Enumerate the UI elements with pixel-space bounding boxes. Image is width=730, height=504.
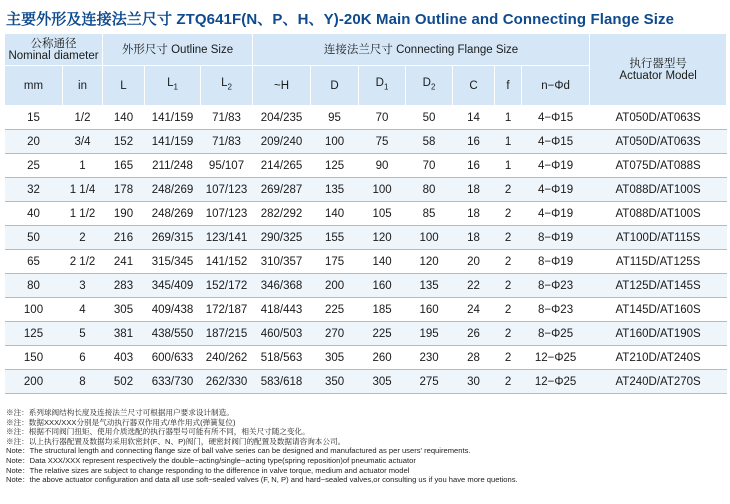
cell-mm: 65 (5, 250, 63, 274)
table-row (5, 274, 727, 298)
col-nd: n−Φd (522, 66, 590, 106)
cell-nd: 8−Φ19 (522, 250, 590, 274)
cell-L2: 172/187 (201, 298, 253, 322)
cell-nd: 4−Φ15 (522, 106, 590, 130)
cell-H: 214/265 (253, 154, 311, 178)
cell-D: 140 (311, 202, 359, 226)
cell-L: 381 (103, 322, 145, 346)
table-row (5, 178, 727, 202)
cell-L2: 71/83 (201, 106, 253, 130)
cell-D: 225 (311, 298, 359, 322)
cell-D: 270 (311, 322, 359, 346)
cell-L2: 107/123 (201, 202, 253, 226)
cell-f: 1 (495, 106, 522, 130)
cell-D: 350 (311, 370, 359, 394)
col-D: D (311, 66, 359, 106)
cell-D1: 140 (359, 250, 406, 274)
col-in: in (63, 66, 103, 106)
cell-f: 2 (495, 178, 522, 202)
cell-mm: 15 (5, 106, 63, 130)
note-line: ※注：以上执行器配置及数据均采用软密封(F、N、P)阀门，硬密封阀门的配置及数据请咨询本公司。 (6, 436, 346, 446)
cell-L1: 315/345 (145, 250, 201, 274)
cell-D: 135 (311, 178, 359, 202)
cell-L1: 141/159 (145, 106, 201, 130)
cell-L: 178 (103, 178, 145, 202)
dimension-table (4, 33, 727, 394)
cell-L2: 123/141 (201, 226, 253, 250)
col-D1: $D_1$ (359, 66, 406, 106)
cell-D2: 80 (406, 178, 453, 202)
cell-L1: 345/409 (145, 274, 201, 298)
cell-C: 16 (453, 154, 495, 178)
cell-D: 155 (311, 226, 359, 250)
cell-D2: 85 (406, 202, 453, 226)
cell-L1: 141/159 (145, 130, 201, 154)
cell-D: 200 (311, 274, 359, 298)
cell-L1: 248/269 (145, 178, 201, 202)
cell-D1: 70 (359, 106, 406, 130)
cell-in: 1 1/4 (63, 178, 103, 202)
cell-L2: 152/172 (201, 274, 253, 298)
note-line: Note：the above actuator configuration and data all use soft−sealed valves (F, N, P) and hard−sealed valves,or consulting us if you have more quetions. (6, 475, 518, 485)
cell-f: 2 (495, 202, 522, 226)
cell-in: 1 (63, 154, 103, 178)
cell-C: 18 (453, 202, 495, 226)
cell-nd: 8−Φ25 (522, 322, 590, 346)
actuator-model-en: Actuator Model (619, 69, 697, 82)
cell-D: 125 (311, 154, 359, 178)
cell-H: 310/357 (253, 250, 311, 274)
cell-C: 26 (453, 322, 495, 346)
cell-C: 14 (453, 106, 495, 130)
table-body (5, 106, 727, 394)
notes-section (6, 408, 726, 485)
cell-act: AT125D/AT145S (590, 274, 727, 298)
cell-act: AT075D/AT088S (590, 154, 727, 178)
cell-L1: 438/550 (145, 322, 201, 346)
cell-L: 190 (103, 202, 145, 226)
cell-D2: 70 (406, 154, 453, 178)
col-L: L (103, 66, 145, 106)
cell-L2: 141/152 (201, 250, 253, 274)
cell-f: 1 (495, 154, 522, 178)
cell-act: AT145D/AT160S (590, 298, 727, 322)
cell-nd: 4−Φ15 (522, 130, 590, 154)
cell-mm: 40 (5, 202, 63, 226)
cell-C: 16 (453, 130, 495, 154)
cell-in: 1 1/2 (63, 202, 103, 226)
cell-D2: 50 (406, 106, 453, 130)
cell-L: 403 (103, 346, 145, 370)
cell-D1: 185 (359, 298, 406, 322)
table-row (5, 370, 727, 394)
cell-f: 2 (495, 298, 522, 322)
cell-f: 2 (495, 226, 522, 250)
note-line: Note：Data XXX/XXX represent respectively the double−acting/single−acting type(spring reposition)of pneumatic actuator (6, 455, 416, 465)
cell-nd: 4−Φ19 (522, 178, 590, 202)
cell-act: AT115D/AT125S (590, 250, 727, 274)
cell-L: 165 (103, 154, 145, 178)
cell-H: 460/503 (253, 322, 311, 346)
cell-H: 209/240 (253, 130, 311, 154)
cell-H: 290/325 (253, 226, 311, 250)
cell-nd: 8−Φ23 (522, 298, 590, 322)
cell-L: 216 (103, 226, 145, 250)
note-line: ※注：系列球阀结构长度及连接法兰尺寸可根据用户要求设计制造。 (6, 408, 234, 417)
table-row (5, 298, 727, 322)
cell-mm: 100 (5, 298, 63, 322)
table-row (5, 130, 727, 154)
cell-L1: 248/269 (145, 202, 201, 226)
nominal-diameter-en: Nominal diameter (8, 49, 99, 62)
page-title: 主要外形及连接法兰尺寸 ZTQ641F(N、P、H、Y)-20K Main Outline and Connecting Flange Size (6, 11, 675, 28)
table-row (5, 322, 727, 346)
cell-in: 3 (63, 274, 103, 298)
cell-nd: 8−Φ23 (522, 274, 590, 298)
col-H: ~H (253, 66, 311, 106)
cell-in: 1/2 (63, 106, 103, 130)
cell-in: 6 (63, 346, 103, 370)
cell-C: 22 (453, 274, 495, 298)
cell-f: 2 (495, 346, 522, 370)
note-line: Note：The structural length and connecting flange size of ball valve series can be designed and manufactured as per users' requirements. (6, 446, 471, 456)
cell-mm: 125 (5, 322, 63, 346)
cell-D1: 260 (359, 346, 406, 370)
cell-C: 18 (453, 178, 495, 202)
cell-L1: 269/315 (145, 226, 201, 250)
cell-H: 518/563 (253, 346, 311, 370)
cell-D1: 120 (359, 226, 406, 250)
cell-D1: 90 (359, 154, 406, 178)
cell-D: 305 (311, 346, 359, 370)
cell-L2: 71/83 (201, 130, 253, 154)
cell-mm: 20 (5, 130, 63, 154)
cell-nd: 4−Φ19 (522, 202, 590, 226)
col-L2: $L_2$ (201, 66, 253, 106)
cell-C: 18 (453, 226, 495, 250)
cell-mm: 200 (5, 370, 63, 394)
connecting-flange-header: 连接法兰尺寸 Connecting Flange Size (253, 34, 590, 66)
cell-act: AT050D/AT063S (590, 106, 727, 130)
cell-C: 30 (453, 370, 495, 394)
cell-L1: 409/438 (145, 298, 201, 322)
cell-f: 2 (495, 250, 522, 274)
cell-L: 152 (103, 130, 145, 154)
cell-D2: 100 (406, 226, 453, 250)
cell-H: 346/368 (253, 274, 311, 298)
cell-f: 1 (495, 130, 522, 154)
cell-L: 305 (103, 298, 145, 322)
cell-D1: 305 (359, 370, 406, 394)
nominal-diameter-cn: 公称通径 (30, 37, 77, 50)
cell-nd: 12−Φ25 (522, 346, 590, 370)
cell-C: 20 (453, 250, 495, 274)
cell-D: 95 (311, 106, 359, 130)
actuator-model-header (590, 34, 727, 106)
cell-L1: 600/633 (145, 346, 201, 370)
nominal-diameter-header (5, 34, 103, 66)
cell-L: 502 (103, 370, 145, 394)
cell-L2: 240/262 (201, 346, 253, 370)
cell-L: 283 (103, 274, 145, 298)
cell-in: 2 1/2 (63, 250, 103, 274)
cell-in: 5 (63, 322, 103, 346)
cell-D2: 120 (406, 250, 453, 274)
cell-H: 204/235 (253, 106, 311, 130)
cell-L1: 211/248 (145, 154, 201, 178)
cell-D: 100 (311, 130, 359, 154)
cell-D1: 160 (359, 274, 406, 298)
table-row (5, 346, 727, 370)
note-line: Note：The relative sizes are subject to change responding to the difference in valve torque, medium and actuator model (6, 465, 410, 475)
cell-L2: 262/330 (201, 370, 253, 394)
cell-L: 241 (103, 250, 145, 274)
cell-in: 3/4 (63, 130, 103, 154)
cell-nd: 4−Φ19 (522, 154, 590, 178)
col-L1: $L_1$ (145, 66, 201, 106)
table-row (5, 250, 727, 274)
col-f: f (495, 66, 522, 106)
cell-mm: 25 (5, 154, 63, 178)
cell-nd: 8−Φ19 (522, 226, 590, 250)
cell-L2: 107/123 (201, 178, 253, 202)
cell-D1: 225 (359, 322, 406, 346)
outline-size-header: 外形尺寸 Outline Size (103, 34, 253, 66)
cell-D2: 160 (406, 298, 453, 322)
cell-C: 28 (453, 346, 495, 370)
cell-in: 2 (63, 226, 103, 250)
table-row (5, 154, 727, 178)
table-row (5, 226, 727, 250)
col-D2: $D_2$ (406, 66, 453, 106)
cell-H: 583/618 (253, 370, 311, 394)
cell-H: 269/287 (253, 178, 311, 202)
cell-D: 175 (311, 250, 359, 274)
col-C: C (453, 66, 495, 106)
cell-act: AT050D/AT063S (590, 130, 727, 154)
cell-f: 2 (495, 274, 522, 298)
cell-D1: 100 (359, 178, 406, 202)
note-line: ※注：根据不同阀门扭矩、使用介质选配的执行器型号可能有所不同，相关尺寸随之变化。 (6, 427, 310, 437)
cell-D2: 135 (406, 274, 453, 298)
cell-act: AT210D/AT240S (590, 346, 727, 370)
cell-act: AT240D/AT270S (590, 370, 727, 394)
cell-H: 418/443 (253, 298, 311, 322)
cell-in: 4 (63, 298, 103, 322)
cell-mm: 150 (5, 346, 63, 370)
cell-nd: 12−Φ25 (522, 370, 590, 394)
cell-f: 2 (495, 322, 522, 346)
cell-act: AT100D/AT115S (590, 226, 727, 250)
cell-L1: 633/730 (145, 370, 201, 394)
actuator-model-cn: 执行器型号 (629, 57, 687, 70)
cell-mm: 50 (5, 226, 63, 250)
cell-act: AT088D/AT100S (590, 178, 727, 202)
cell-L2: 95/107 (201, 154, 253, 178)
cell-in: 8 (63, 370, 103, 394)
cell-act: AT160D/AT190S (590, 322, 727, 346)
cell-C: 24 (453, 298, 495, 322)
table-row (5, 106, 727, 130)
cell-L2: 187/215 (201, 322, 253, 346)
cell-L: 140 (103, 106, 145, 130)
cell-D1: 75 (359, 130, 406, 154)
cell-D2: 275 (406, 370, 453, 394)
cell-mm: 32 (5, 178, 63, 202)
note-line: ※注：数据XXX/XXX分别是气动执行器双作用式/单作用式(弹簧复位) (6, 417, 236, 427)
cell-mm: 80 (5, 274, 63, 298)
cell-D2: 230 (406, 346, 453, 370)
cell-D2: 195 (406, 322, 453, 346)
cell-act: AT088D/AT100S (590, 202, 727, 226)
cell-f: 2 (495, 370, 522, 394)
cell-D2: 58 (406, 130, 453, 154)
cell-H: 282/292 (253, 202, 311, 226)
cell-D1: 105 (359, 202, 406, 226)
col-mm: mm (5, 66, 63, 106)
table-row (5, 202, 727, 226)
